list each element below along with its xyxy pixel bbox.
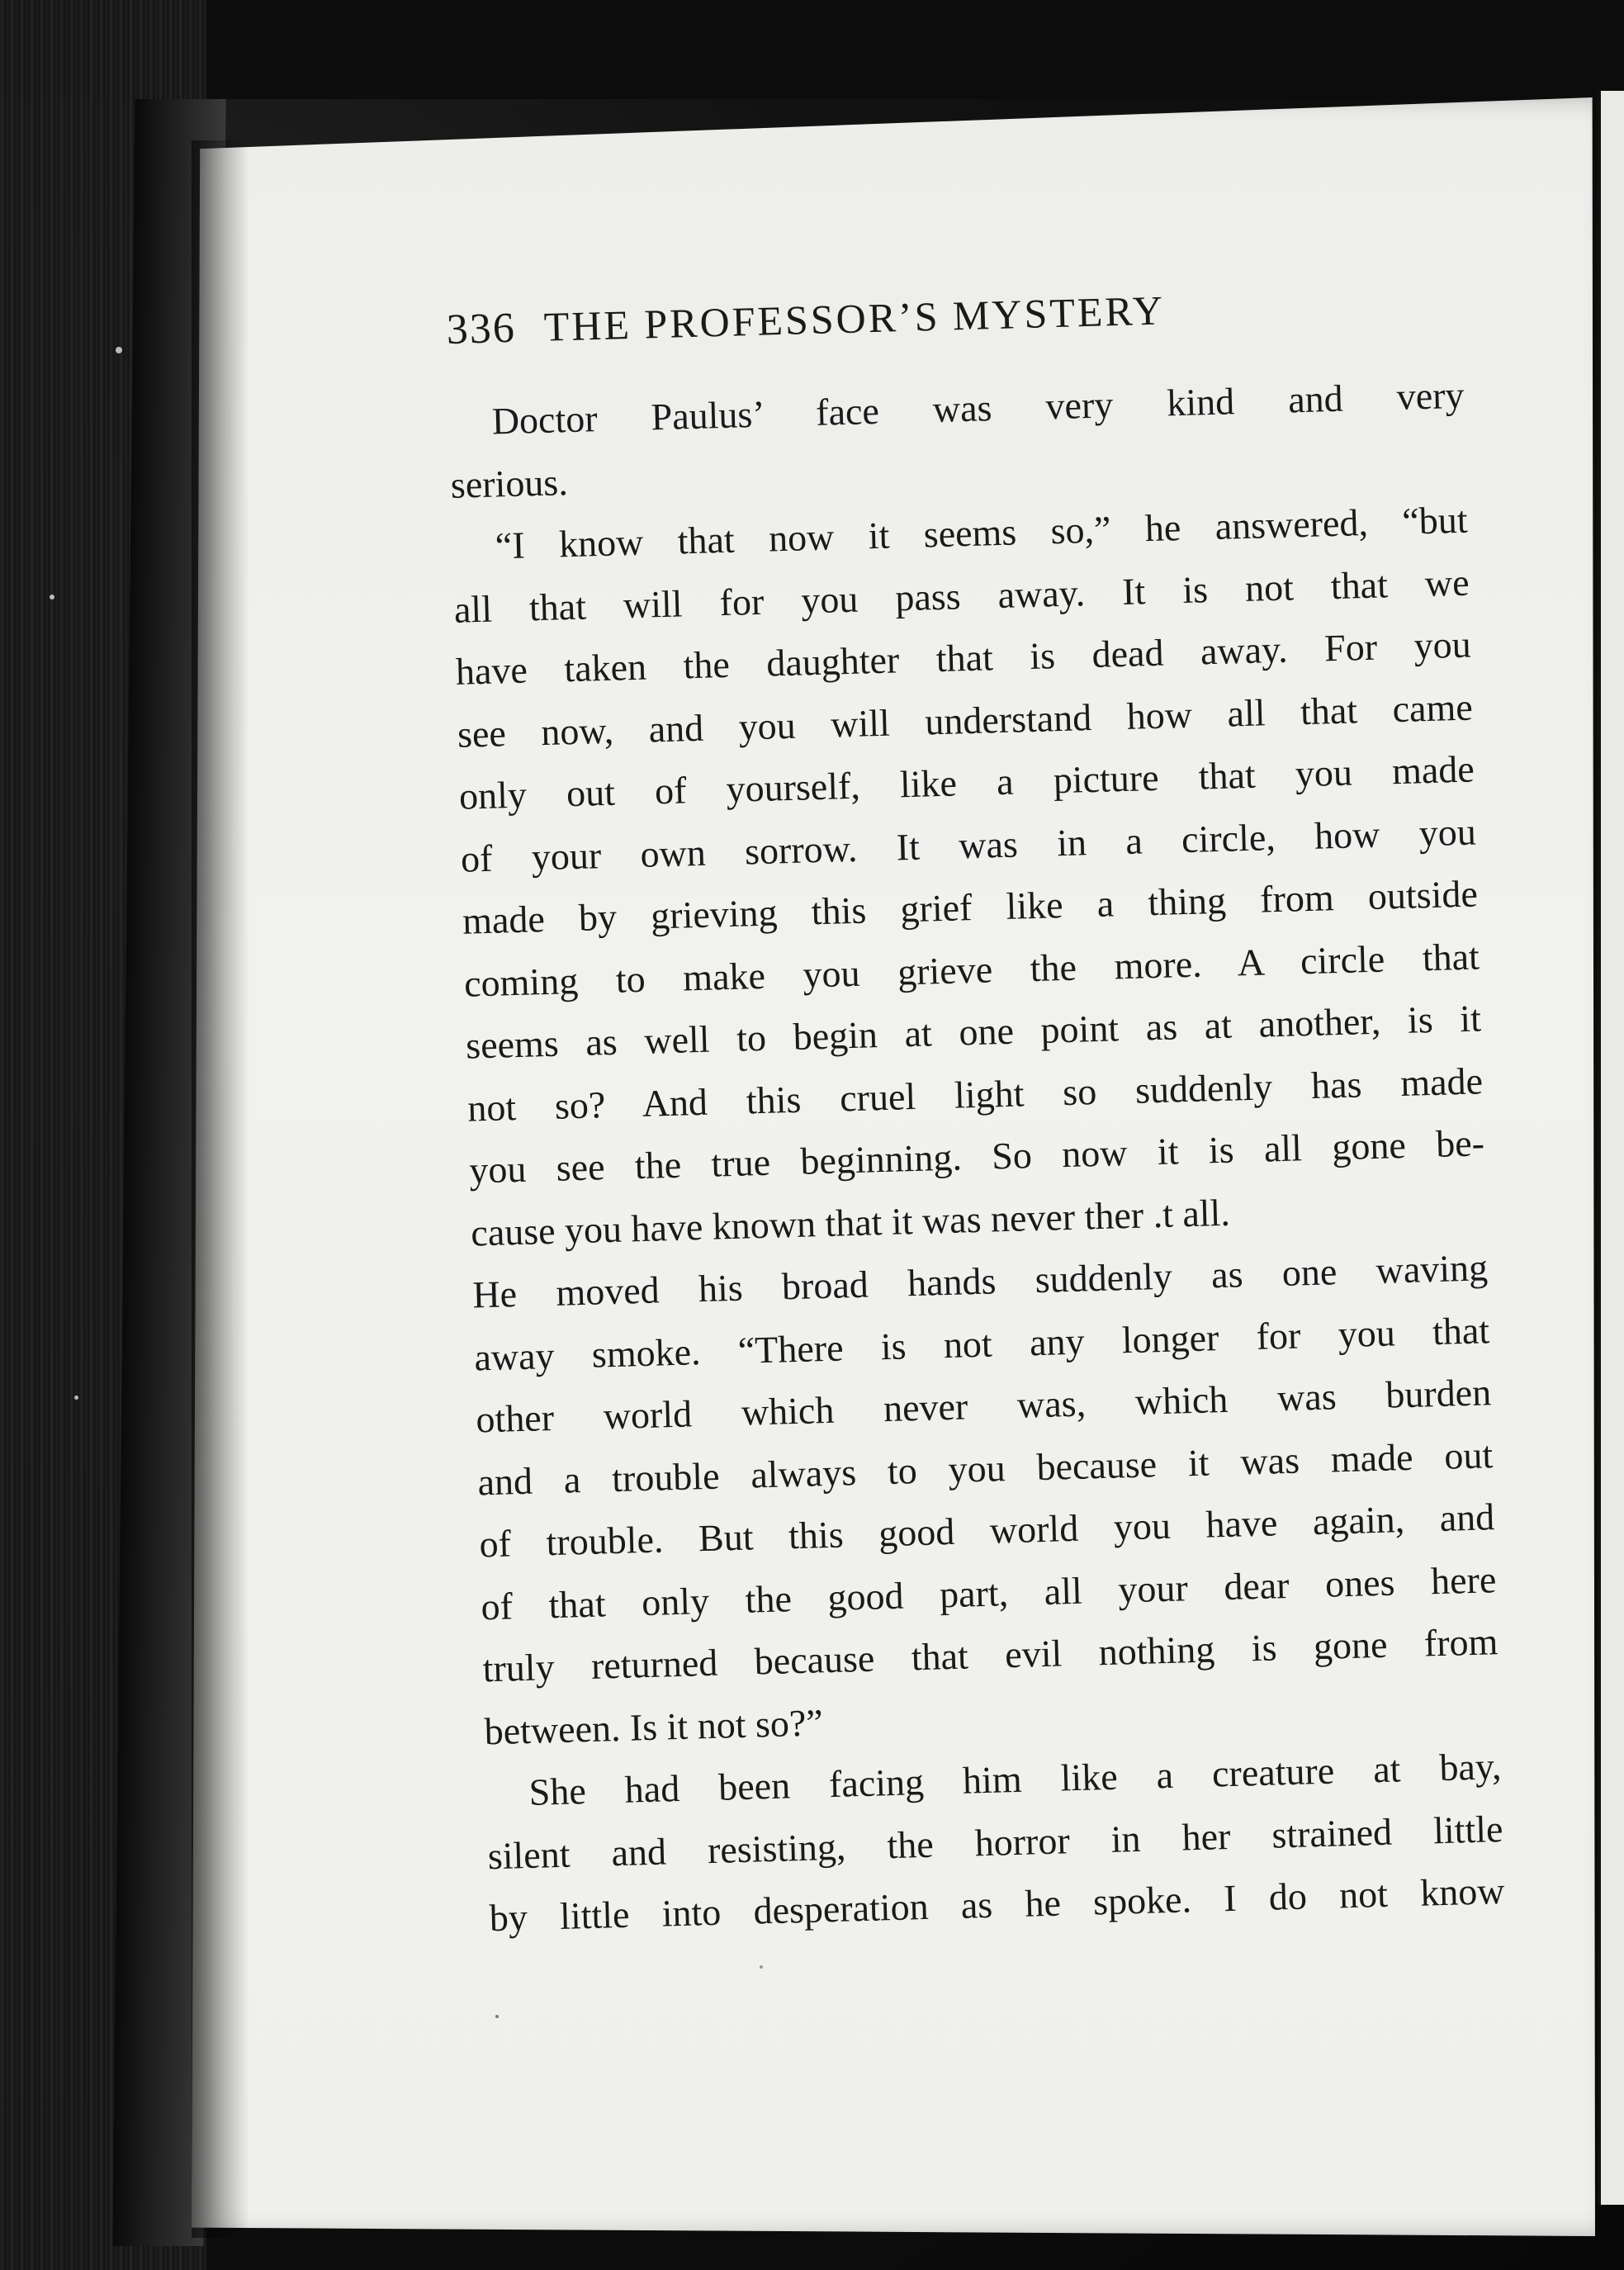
- text-line: He moved his broad hands suddenly as one waving: [471, 1246, 1489, 1316]
- text-line: you see the true beginning. So now it is all gone be-: [468, 1121, 1485, 1192]
- scan-top-background: [0, 0, 1624, 99]
- body-text: [448, 364, 1506, 1950]
- text-line: away smoke. “There is not any longer for you that: [473, 1308, 1490, 1379]
- text-line: all that will for you pass away. It is not that we: [453, 561, 1470, 631]
- text-line: “I know that now it seems so,” he answered, “but: [495, 498, 1469, 567]
- text-line: of that only the good part, all your dear ones here: [480, 1557, 1497, 1628]
- dust-speck: [50, 595, 54, 599]
- facing-page-edge: [1598, 91, 1624, 2205]
- page-number: 336: [446, 304, 517, 353]
- dust-speck: [760, 1965, 763, 1969]
- text-line: serious.: [450, 460, 569, 506]
- text-line: between. Is it not so?”: [484, 1700, 824, 1752]
- text-line: seems as well to begin at one point as at another, is it: [465, 997, 1482, 1067]
- text-line: truly returned because that evil nothing is gone from: [481, 1620, 1499, 1690]
- text-line: coming to make you grieve the more. A circle that: [463, 934, 1480, 1005]
- text-line: of trouble. But this good world you have again, and: [478, 1495, 1495, 1566]
- text-line: have taken the daughter that is dead away. For you: [455, 623, 1472, 693]
- text-line: only out of yourself, like a picture that you made: [458, 747, 1475, 817]
- running-title: THE PROFESSOR’S MYSTERY: [542, 287, 1166, 350]
- dust-speck: [116, 347, 122, 353]
- text-line: cause you have known that it was never ther .t all.: [470, 1191, 1231, 1254]
- text-line: and a trouble always to you because it was made out: [476, 1433, 1494, 1503]
- text-line: other world which never was, which was burden: [475, 1371, 1492, 1441]
- page-text-block: [446, 278, 1505, 1950]
- text-line: not so? And this cruel light so suddenly has made: [466, 1059, 1484, 1130]
- text-line: silent and resisting, the horror in her strained little: [487, 1807, 1504, 1877]
- dust-speck: [74, 1396, 78, 1400]
- text-line: Doctor Paulus’ face was very kind and very: [491, 373, 1465, 443]
- page-gutter-shadow: [192, 140, 249, 2238]
- text-line: made by grieving this grief like a thing from outside: [462, 872, 1479, 942]
- text-line: see now, and you will understand how all that came: [457, 685, 1474, 756]
- dust-speck: [495, 2015, 499, 2018]
- text-line: She had been facing him like a creature at bay,: [528, 1745, 1502, 1813]
- text-line: of your own sorrow. It was in a circle, how you: [460, 809, 1477, 880]
- text-line: by little into desperation as he spoke. I do not know: [489, 1870, 1506, 1940]
